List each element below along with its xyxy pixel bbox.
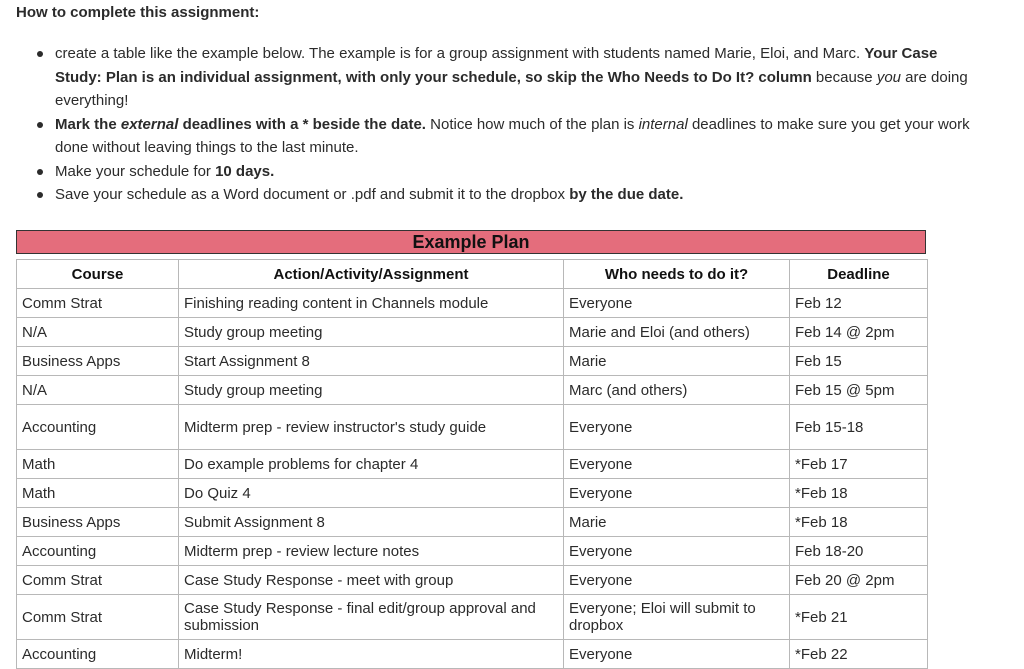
instruction-text: are doing everything! [55,68,968,109]
instruction-text: Make your schedule for [55,162,216,180]
cell-course: Comm Strat [17,595,179,640]
cell-who: Everyone [564,450,790,479]
cell-who: Marc (and others) [564,376,790,405]
instruction-bold-text: 10 days. [215,162,275,180]
example-plan-title: Example Plan [16,230,926,254]
table-row [17,537,928,566]
table-row [17,318,928,347]
cell-who: Everyone [564,479,790,508]
cell-deadline: *Feb 17 [790,450,928,479]
instruction-item-3 [55,160,1024,184]
cell-who: Marie and Eloi (and others) [564,318,790,347]
cell-course: N/A [17,376,179,405]
cell-action: Start Assignment 8 [179,347,564,376]
instruction-italic-text: internal [638,115,688,133]
cell-who: Marie [564,508,790,537]
cell-course: Math [17,450,179,479]
cell-deadline: Feb 15-18 [790,405,928,450]
table-row [17,450,928,479]
instruction-text: because [811,68,877,86]
cell-deadline: *Feb 21 [790,595,928,640]
instruction-bold-part: Mark the [55,115,121,133]
example-plan-table [16,259,928,669]
cell-course: Business Apps [17,508,179,537]
cell-who: Marie [564,347,790,376]
cell-course: Comm Strat [17,566,179,595]
cell-course: N/A [17,318,179,347]
column-header-course: Course [17,260,179,289]
instruction-text: Notice how much of the plan is [425,115,639,133]
cell-deadline: Feb 12 [790,289,928,318]
instructions-list [16,42,1024,207]
cell-course: Accounting [17,640,179,669]
instruction-item-1 [55,42,1024,113]
cell-course: Business Apps [17,347,179,376]
cell-deadline: Feb 18-20 [790,537,928,566]
cell-deadline: Feb 14 @ 2pm [790,318,928,347]
cell-deadline: *Feb 22 [790,640,928,669]
cell-action: Case Study Response - final edit/group approval and submission [179,595,564,640]
instruction-bold-text: Your Case Study: Plan is an individual assignment, with only your schedule, so skip the Who Needs to Do It? column [55,45,938,86]
instruction-bold-part: deadlines with a * beside the date. [178,115,426,133]
table-row [17,289,928,318]
table-body [17,289,928,669]
table-row [17,405,928,450]
cell-action: Midterm! [179,640,564,669]
table-row [17,595,928,640]
cell-course: Accounting [17,405,179,450]
table-row [17,479,928,508]
cell-action: Case Study Response - meet with group [179,566,564,595]
cell-action: Study group meeting [179,318,564,347]
cell-action: Do example problems for chapter 4 [179,450,564,479]
table-row [17,508,928,537]
cell-deadline: *Feb 18 [790,508,928,537]
instruction-item-2 [55,113,1024,160]
cell-action: Study group meeting [179,376,564,405]
cell-course: Comm Strat [17,289,179,318]
instruction-bold-text [55,116,426,133]
instructions-heading: How to complete this assignment: [16,4,260,21]
instruction-text: create a table like the example below. The example is for a group assignment with students named Marie, Eloi, and Marc. [55,45,865,62]
cell-action: Submit Assignment 8 [179,508,564,537]
column-header-who: Who needs to do it? [564,260,790,289]
instruction-italic-text: you [876,68,901,86]
cell-action: Do Quiz 4 [179,479,564,508]
cell-course: Accounting [17,537,179,566]
cell-who: Everyone [564,566,790,595]
table-row [17,347,928,376]
cell-action: Midterm prep - review lecture notes [179,537,564,566]
table-row [17,566,928,595]
instruction-text: deadlines to make sure you get your work done without leaving things to the last minute. [55,115,970,156]
cell-who: Everyone; Eloi will submit to dropbox [564,595,790,640]
cell-who: Everyone [564,289,790,318]
table-row [17,376,928,405]
column-header-action: Action/Activity/Assignment [179,260,564,289]
instruction-text: Save your schedule as a Word document or .pdf and submit it to the dropbox [55,186,570,203]
cell-who: Everyone [564,640,790,669]
cell-action: Midterm prep - review instructor's study guide [179,405,564,450]
table-row [17,640,928,669]
cell-deadline: *Feb 18 [790,479,928,508]
cell-deadline: Feb 15 [790,347,928,376]
cell-who: Everyone [564,537,790,566]
instruction-bold-italic-text: external [120,115,179,133]
instruction-bold-text: by the due date. [569,186,684,203]
column-header-deadline: Deadline [790,260,928,289]
cell-course: Math [17,479,179,508]
cell-deadline: Feb 20 @ 2pm [790,566,928,595]
cell-action: Finishing reading content in Channels module [179,289,564,318]
instruction-item-4 [55,183,1024,207]
cell-who: Everyone [564,405,790,450]
table-header-row [17,260,928,289]
cell-deadline: Feb 15 @ 5pm [790,376,928,405]
